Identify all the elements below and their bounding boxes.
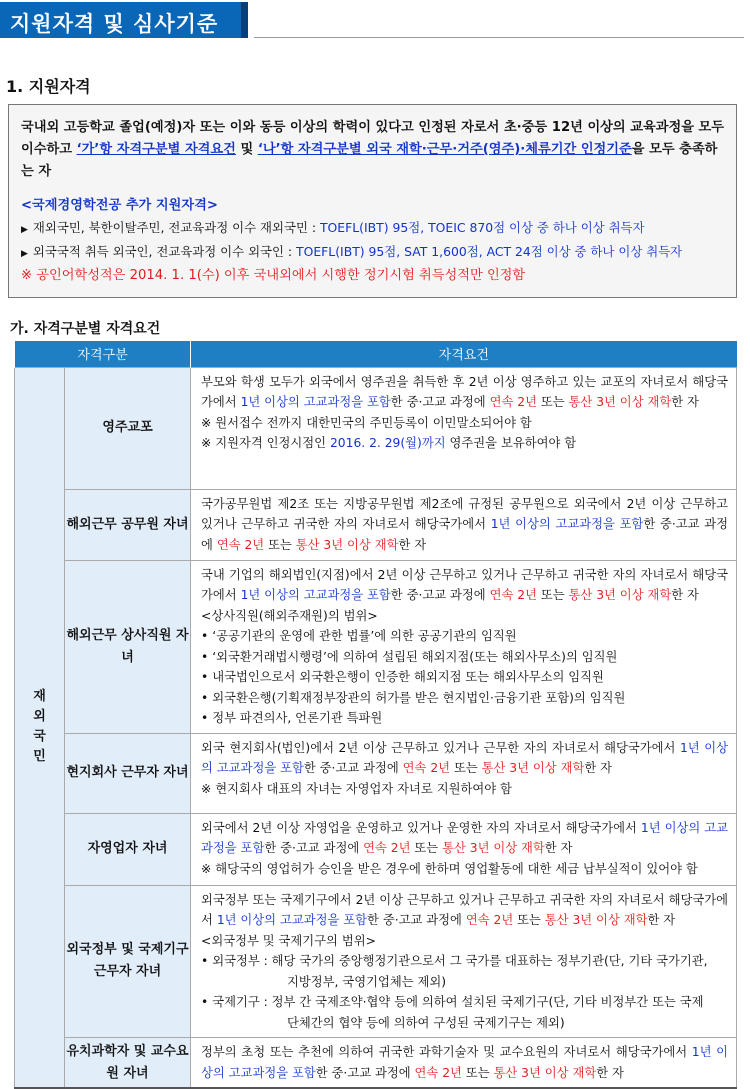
bullet-label: 외국국적 취득 외국인, 전교육과정 이수 외국인 :	[32, 244, 297, 259]
scope-item: • 외국정부 : 해당 국가의 중앙행정기관으로서 그 국가를 대표하는 정부기관(단, 기타 국가기관,	[201, 954, 708, 968]
intro-mid: 및	[235, 142, 258, 157]
req-total: 통산 3년 이상 재학	[568, 395, 672, 409]
link-requirements-na[interactable]: ‘나’항 자격구분별 외국 재학·근무·거주(영주)·체류기간 인정기준	[257, 142, 632, 157]
req-or: 또는	[450, 761, 482, 775]
req-total: 통산 3년 이상 재학	[544, 913, 648, 927]
scope-item-text: ‘공공기관의 운영에 관한 법률’에 의한 공공기관의 임직원	[212, 629, 517, 643]
bullet-foreigner	[21, 241, 728, 265]
row-name: 현지회사 근무자 자녀	[65, 733, 191, 813]
req-hs: 1년 이상의 고교과정을 포함	[490, 517, 644, 531]
row-name: 유치과학자 및 교수요원 자녀	[65, 1038, 191, 1089]
triangle-bullet-icon: ▶	[21, 225, 28, 235]
req-or: 또는	[461, 1065, 494, 1080]
note-line: ※ 원서접수 전까지 대한민국의 주민등록이 이민말소되어야 함	[201, 415, 532, 430]
scope-title: <외국정부 및 국제기구의 범위>	[201, 933, 376, 948]
req-mid: 한 중·고교 과정에	[315, 1065, 415, 1080]
table-row	[15, 489, 737, 560]
req-total: 통산 3년 이상 재학	[295, 537, 399, 552]
scope-item: • 내국법인으로서 외국환은행이 인증한 해외지점 또는 해외사무소의 임직원	[201, 670, 604, 684]
extra-eligibility-title: <국제경영학전공 추가 지원자격>	[21, 198, 218, 213]
req-hs: 1년 이상의 고교과정을 포함	[216, 913, 368, 927]
row-requirement	[191, 367, 737, 489]
table-row	[15, 367, 737, 489]
table-header-row	[15, 341, 737, 367]
req-text: 정부의 초청 또는 추천에 의하여 귀국한 과학기술자 및 교수요원의 자녀로서 해당국가에서	[201, 1045, 692, 1059]
req-or: 또는	[536, 395, 569, 409]
scope-item-text: 국제기구 : 정부 간 국제조약·협약 등에 의하여 설치된 국제기구(단, 기타 비정부간 또는 국제	[212, 995, 704, 1009]
req-hs: 1년 이상의 고교과정을 포함	[201, 1045, 729, 1080]
req-hs: 1년 이상의 고교과정을 포함	[201, 820, 729, 855]
req-mid: 한 중·고교 과정에	[367, 913, 466, 927]
table-row	[15, 1038, 737, 1089]
req-end: 한 자	[584, 761, 612, 775]
req-text: 국내 기업의 해외법인(지점)에서 2년 이상 근무하고 있거나 근무하고 귀국한 자의 자녀로서 해당국가에서	[201, 567, 729, 602]
row-name: 자영업자 자녀	[65, 813, 191, 885]
bullet-overseas-korean	[21, 217, 728, 241]
intro-text	[21, 117, 728, 183]
row-requirement	[191, 489, 737, 560]
row-name: 해외근무 상사직원 자녀	[65, 560, 191, 733]
link-requirements-ga[interactable]: ‘가’항 자격구분별 자격요건	[76, 142, 236, 157]
table-row	[15, 560, 737, 733]
req-end: 한 자	[671, 588, 699, 602]
page-title: 지원자격 및 심사기준	[0, 2, 241, 38]
scope-item-text: 외국환은행(기획재정부장관의 허가를 받은 현지법인·금융기관 포함)의 임직원	[212, 690, 626, 705]
req-text: 국가공무원법 제2조 또는 지방공무원법 제2조에 규정된 공무원으로 외국에서 2년 이상 근무하고 있거나 근무하고 귀국한 자의 자녀로서 해당국가에서	[201, 496, 729, 531]
note-date: 2016. 2. 29(월)까지	[329, 436, 446, 450]
table-row	[15, 733, 737, 813]
req-or: 또는	[513, 913, 545, 927]
title-rule	[254, 37, 744, 38]
section-1-title: 1. 지원자격	[6, 77, 91, 96]
req-end: 한 자	[398, 537, 427, 552]
group-label: 재외국민	[33, 689, 46, 765]
scope-item-cont: 단체간의 협약 등에 의하여 구성된 국제기구는 제외)	[287, 1015, 565, 1030]
req-hs: 1년 이상의 고교과정을 포함	[240, 588, 391, 602]
bullet-label: 재외국민, 북한이탈주민, 전교육과정 이수 재외국민 :	[32, 220, 320, 235]
intro-post: 을 모두 충족하는 자	[21, 142, 718, 179]
row-requirement	[191, 733, 737, 813]
scope-item-text: 외국정부 : 해당 국가의 중앙행정기관으로서 그 국가를 대표하는 정부기관(단, 기타 국가기관,	[212, 954, 708, 968]
req-hs: 1년 이상의 고교과정을 포함	[201, 740, 729, 775]
scope-item-cont: 지방정부, 국영기업체는 제외)	[287, 974, 447, 989]
bullet-value: TOEFL(IBT) 95점, TOEIC 870점 이상 중 하나 이상 취득자	[319, 220, 645, 235]
note-line	[201, 433, 728, 454]
req-end: 한 자	[544, 841, 573, 855]
language-score-note: ※ 공인어학성적은 2014. 1. 1(수) 이후 국내외에서 시행한 정기시험 취득성적만 인정함	[21, 268, 526, 283]
req-or: 또는	[536, 588, 569, 602]
req-consecutive: 연속 2년	[216, 537, 265, 552]
header-category: 자격구분	[15, 341, 191, 367]
intro-pre: 국내외 고등학교 졸업(예정)자 또는 이와 동등 이상의 학력이 있다고 인정된 자로서 초·중등 12년 이상의 교육과정을 모두 이수하고	[21, 120, 725, 157]
table-row	[15, 813, 737, 885]
eligibility-box	[8, 104, 737, 298]
note-line: ※ 현지회사 대표의 자녀는 자영업자 자녀로 지원하여야 함	[201, 781, 512, 796]
req-or: 또는	[410, 841, 443, 855]
req-text: 외국 현지회사(법인)에서 2년 이상 근무하고 있거나 근무한 자의 자녀로서 해당국가에서	[201, 740, 680, 755]
req-mid: 한 중·고교 과정에	[303, 761, 403, 775]
req-mid: 한 중·고교 과정에	[390, 395, 490, 409]
note-a: ※ 지원자격 인정시점인	[201, 436, 330, 450]
req-consecutive: 연속 2년	[465, 913, 514, 927]
req-or: 또는	[264, 537, 296, 552]
req-total: 통산 3년 이상 재학	[481, 761, 585, 775]
req-end: 한 자	[671, 395, 699, 409]
row-requirement	[191, 560, 737, 733]
note-c: 영주권을 보유하여야 함	[445, 436, 577, 450]
scope-item-text: 정부 파견의사, 언론기관 특파원	[212, 711, 383, 725]
triangle-bullet-icon: ▶	[21, 249, 28, 259]
bullet-value: TOEFL(IBT) 95점, SAT 1,600점, ACT 24점 이상 중 하나 이상 취득자	[296, 244, 683, 259]
req-consecutive: 연속 2년	[489, 395, 537, 409]
req-mid: 한 중·고교 과정에	[264, 841, 364, 855]
row-name: 외국정부 및 국제기구 근무자 자녀	[65, 885, 191, 1038]
table-row	[15, 885, 737, 1038]
requirements-table	[14, 341, 737, 1089]
scope-title: <상사직원(해외주재원)의 범위>	[201, 608, 378, 623]
req-consecutive: 연속 2년	[402, 761, 451, 775]
req-total: 통산 3년 이상 재학	[442, 841, 545, 855]
row-requirement	[191, 1038, 737, 1089]
scope-item: • 정부 파견의사, 언론기관 특파원	[201, 711, 383, 725]
row-requirement	[191, 813, 737, 885]
req-mid: 한 중·고교 과정에	[390, 588, 490, 602]
note-line: ※ 해당국의 영업허가 승인을 받은 경우에 한하며 영업활동에 대한 세금 납부실적이 있어야 함	[201, 861, 698, 876]
req-mid: 한 중·고교 과정에	[201, 517, 729, 552]
scope-item: • 국제기구 : 정부 간 국제조약·협약 등에 의하여 설치된 국제기구(단, 기타 비정부간 또는 국제	[201, 995, 704, 1009]
req-consecutive: 연속 2년	[363, 841, 411, 855]
scope-item: • 외국환은행(기획재정부장관의 허가를 받은 현지법인·금융기관 포함)의 임직원	[201, 690, 626, 705]
scope-item-text: ‘외국환거래법시행령’에 의하여 설립된 해외지점(또는 해외사무소)의 임직원	[212, 649, 618, 664]
req-end: 한 자	[596, 1065, 624, 1080]
req-total: 통산 3년 이상 재학	[568, 588, 672, 602]
group-overseas-korean	[15, 367, 65, 1088]
scope-item: • ‘공공기관의 운영에 관한 법률’에 의한 공공기관의 임직원	[201, 629, 517, 643]
row-name: 영주교포	[65, 367, 191, 489]
req-end: 한 자	[647, 913, 676, 927]
req-consecutive: 연속 2년	[414, 1065, 462, 1080]
title-bar	[0, 0, 750, 40]
req-total: 통산 3년 이상 재학	[493, 1065, 597, 1080]
row-name: 해외근무 공무원 자녀	[65, 489, 191, 560]
req-consecutive: 연속 2년	[489, 588, 537, 602]
header-requirements: 자격요건	[191, 341, 737, 367]
req-hs: 1년 이상의 고교과정을 포함	[240, 395, 391, 409]
req-text: 외국정부 또는 국제기구에서 2년 이상 근무하고 있거나 근무하고 귀국한 자의 자녀로서 해당국가에서	[201, 892, 729, 927]
req-text: 외국에서 2년 이상 자영업을 운영하고 있거나 운영한 자의 자녀로서 해당국가에서	[201, 820, 641, 835]
req-text: 부모와 학생 모두가 외국에서 영주권을 취득한 후 2년 이상 영주하고 있는 교포의 자녀로서 해당국가에서	[201, 374, 729, 409]
scope-item: • ‘외국환거래법시행령’에 의하여 설립된 해외지점(또는 해외사무소)의 임직원	[201, 649, 618, 664]
title-accent	[241, 2, 248, 38]
row-requirement	[191, 885, 737, 1038]
section-2-title: 가. 자격구분별 자격요건	[10, 321, 161, 337]
scope-item-text: 내국법인으로서 외국환은행이 인증한 해외지점 또는 해외사무소의 임직원	[212, 670, 604, 684]
